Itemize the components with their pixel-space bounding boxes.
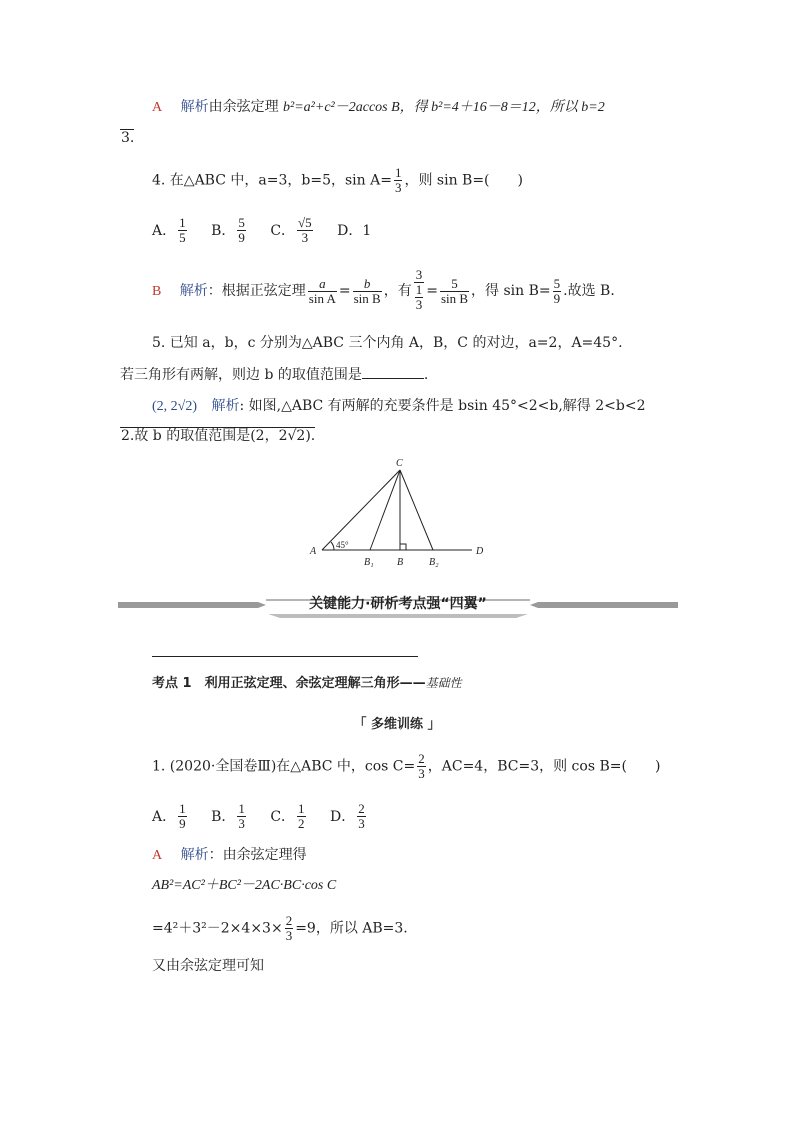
q5-line1: 5. 已知 a，b，c 分别为△ABC 三个内角 A，B，C 的对边，a=2，A=45°. — [152, 335, 623, 351]
q4-options — [152, 216, 371, 245]
q4-stem-end: ，则 sin B=( ) — [404, 172, 523, 189]
side-ac — [322, 470, 400, 550]
option-c[interactable]: C． $\frac{√5}{3}$ — [270, 215, 312, 245]
answer-letter: A — [152, 848, 163, 863]
right-angle-mark — [400, 544, 406, 550]
label-b1: B₁ — [364, 557, 374, 568]
answer-label: 解析 — [180, 99, 209, 115]
p1-last-line: 又由余弦定理可知 — [152, 958, 264, 974]
label-a: A — [310, 546, 317, 557]
option-a[interactable]: A． $\frac{1}{9}$ — [152, 801, 186, 831]
answer-formula: b²=a²+c²－2accos B，得 b²=4＋16－8＝12，所以 b=2 — [283, 100, 605, 115]
angle-arc — [331, 542, 334, 550]
answer-blank[interactable] — [362, 364, 424, 379]
option-b[interactable]: B． $\frac{1}{3}$ — [211, 801, 245, 831]
q4-answer: B 解析：根据正弦定理 $\frac{a}{\text{sin A}}$ = $\frac{b}{\text{sin B}}$ ，有 3 1 3 = $\frac{5}{\text{sin B}}$ ，得 sin B= $\frac{5}{9}$ .故选 B． — [152, 267, 625, 312]
q5-answer: (2, 2√2) 解析: 如图,△ABC 有两解的充要条件是 bsin 45°<2<b,解得 2<b<2 — [152, 398, 646, 414]
q4-fraction: $\frac{1}{3}$ — [394, 165, 402, 195]
option-a[interactable]: A． $\frac{1}{5}$ — [152, 215, 186, 245]
training-heading: 「 多维训练 」 — [353, 717, 441, 732]
label-angle: 45° — [336, 540, 349, 550]
answer-value: (2, 2√2) — [152, 399, 198, 414]
label-b2: B₂ — [429, 557, 439, 568]
answer-label: 解析 — [211, 398, 240, 414]
topic-rule — [152, 656, 418, 657]
answer-label: 解析 — [179, 283, 208, 299]
option-d[interactable]: D．1 — [337, 222, 372, 239]
topic-heading: 考点 1 利用正弦定理、余弦定理解三角形——基础性 — [152, 676, 462, 691]
p1-options — [152, 802, 368, 831]
option-c[interactable]: C． $\frac{1}{2}$ — [270, 801, 305, 831]
q4-stem — [152, 166, 523, 195]
p1-answer: A 解析：由余弦定理得 — [152, 847, 307, 863]
label-d: D — [476, 546, 484, 557]
option-d[interactable]: D． $\frac{2}{3}$ — [330, 801, 365, 831]
answer-label: 解析 — [180, 847, 209, 863]
p1-stem: 1. (2020·全国卷Ⅲ)在△ABC 中，cos C= $\frac{2}{3}$ ，AC=4，BC=3，则 cos B=( ) — [152, 751, 661, 781]
section-title: 关键能力·研析考点强“四翼” — [309, 596, 487, 612]
label-b: B — [397, 557, 404, 568]
q5-line2: 若三角形有两解，则边 b 的取值范围是 . — [120, 364, 428, 385]
answer-letter: A — [152, 100, 163, 115]
answer-letter: B — [152, 284, 162, 299]
section-bar — [118, 590, 678, 620]
q5-answer-cont: 2.故 b 的取值范围是(2，2√2). — [121, 428, 316, 444]
sqrt-continuation: 3. — [121, 130, 135, 146]
p1-eq1: AB²=AC²＋BC²－2AC·BC·cos C — [152, 878, 337, 893]
answer-text: 由余弦定理 — [208, 99, 279, 115]
q3-answer-line — [152, 97, 605, 118]
label-c: C — [396, 458, 403, 469]
q3-answer-cont — [120, 128, 134, 148]
option-b[interactable]: B． $\frac{5}{9}$ — [211, 215, 245, 245]
q4-stem-start: 4. 在△ABC 中，a=3，b=5，sin A= — [152, 172, 392, 189]
side-cb2 — [400, 470, 433, 550]
side-cb1 — [370, 470, 400, 550]
triangle-figure — [300, 452, 500, 572]
p1-eq2: =4²＋3²－2×4×3× $\frac{2}{3}$ =9，所以 AB=3. — [152, 913, 408, 943]
